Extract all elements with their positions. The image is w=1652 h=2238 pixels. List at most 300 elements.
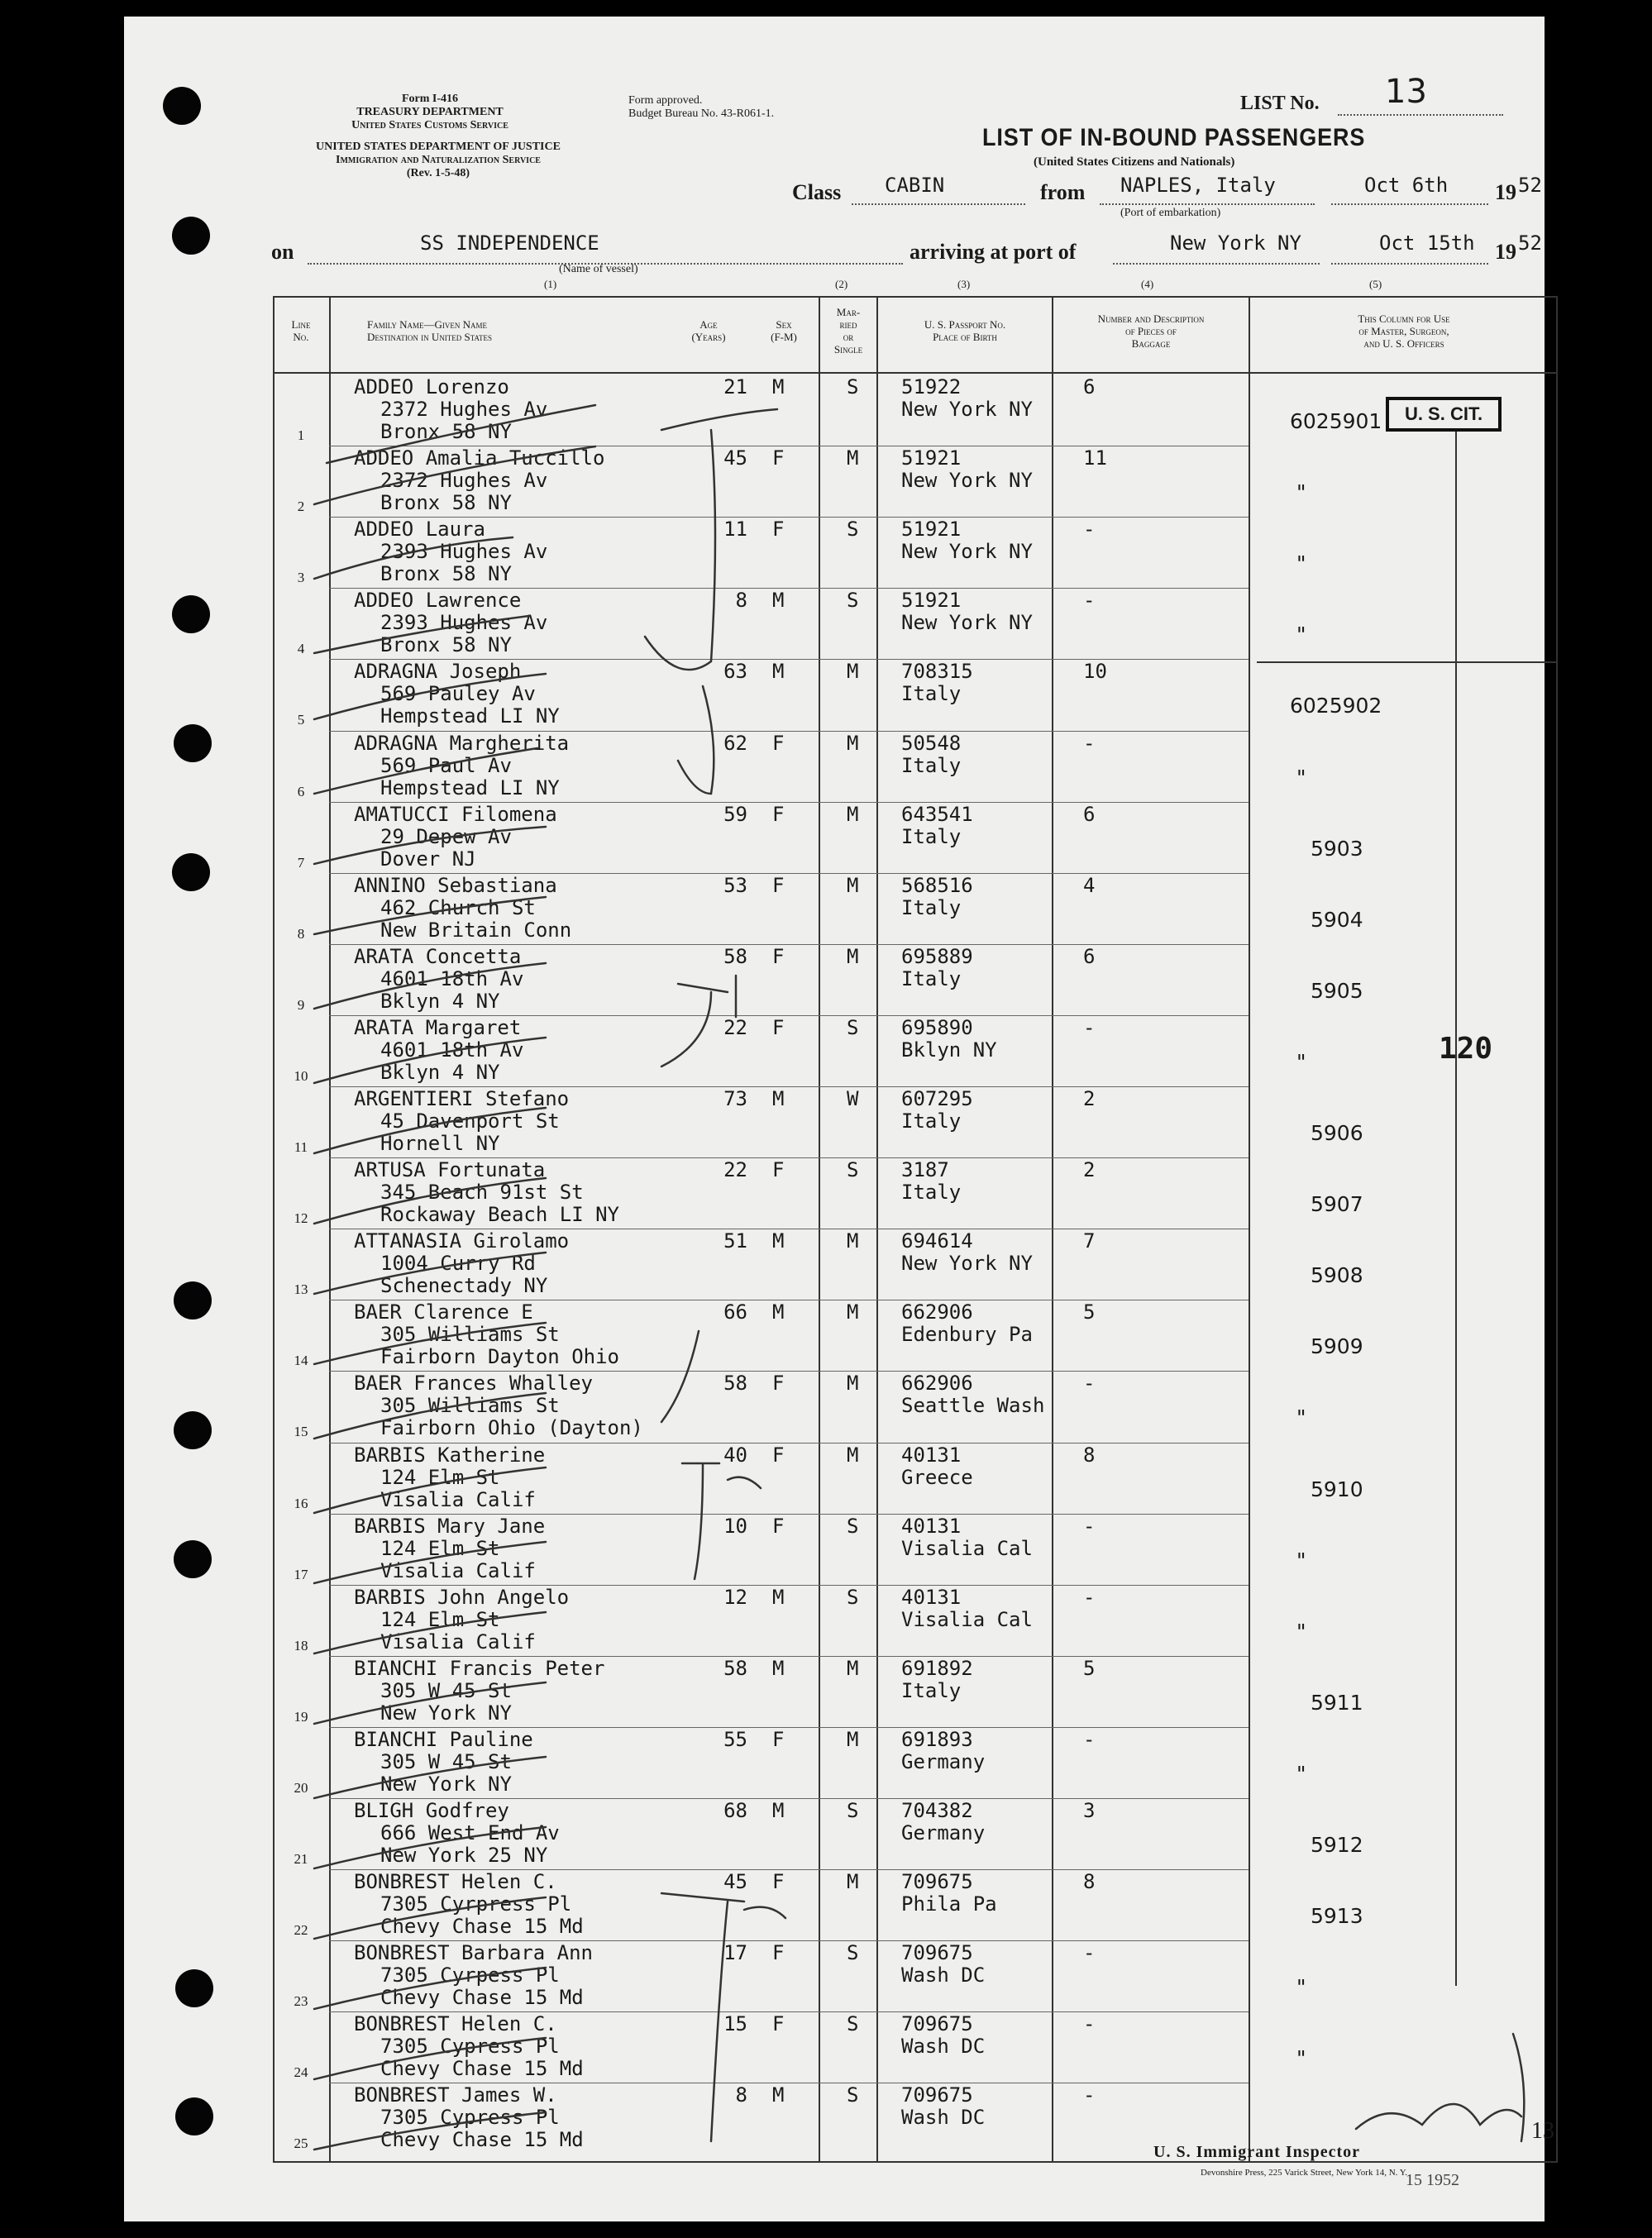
address-street: 666 West End Av (380, 1821, 560, 1844)
age-value: 8 (735, 2083, 747, 2107)
sex-value: F (772, 518, 785, 542)
marital-status: S (847, 518, 859, 542)
age-value: 58 (723, 944, 747, 968)
line-number: 2 (297, 499, 305, 515)
check-mark (314, 1178, 546, 1224)
place-of-birth: New York NY (901, 398, 1033, 421)
passenger-count: 120 (1439, 1032, 1493, 1066)
baggage-count: 2 (1083, 1087, 1096, 1110)
marital-status: S (847, 589, 859, 613)
passport-number: 50548 (901, 731, 962, 755)
place-of-birth: Wash DC (901, 2106, 986, 2130)
marital-status: M (847, 446, 859, 470)
place-of-birth: Italy (901, 682, 962, 706)
age-value: 58 (723, 1372, 747, 1396)
check-mark (661, 976, 736, 1067)
check-mark (314, 2038, 546, 2079)
family-name: ARATA Concetta (354, 944, 522, 968)
address-city: Bklyn 4 NY (380, 1060, 500, 1084)
marital-status: S (847, 375, 859, 398)
check-mark (314, 1542, 546, 1583)
officer-number: 5903 (1311, 836, 1363, 861)
place-of-birth: Edenbury Pa (901, 1323, 1033, 1347)
passport-number: 643541 (901, 802, 973, 826)
sex-value: F (772, 1941, 785, 1965)
line-number: 19 (294, 1708, 308, 1725)
officer-number: " (1296, 1049, 1306, 1074)
line-number: 4 (297, 641, 305, 657)
place-of-birth: New York NY (901, 540, 1033, 564)
age-value: 21 (723, 375, 747, 398)
marital-status: M (847, 1229, 859, 1253)
address-street: 7305 Cypress Pl (380, 2106, 560, 2130)
sex-value: F (772, 446, 785, 470)
line-number: 18 (294, 1637, 308, 1653)
customs-service: United States Customs Service (351, 119, 508, 131)
place-of-birth: Italy (901, 753, 962, 777)
age-value: 73 (723, 1087, 747, 1110)
check-mark (661, 1893, 785, 2141)
arrival-year: 52 (1518, 231, 1542, 255)
sex-value: M (772, 589, 785, 613)
place-of-birth: Germany (901, 1821, 986, 1844)
passport-number: 40131 (901, 1443, 962, 1467)
place-of-birth: Italy (901, 824, 962, 848)
on-label: on (271, 240, 294, 264)
address-city: Rockaway Beach LI NY (380, 1203, 619, 1227)
address-city: Fairborn Ohio (Dayton) (380, 1416, 643, 1440)
baggage-count: 3 (1083, 1799, 1096, 1822)
header-married: Mar- ried or Single (833, 306, 863, 356)
family-name: ARGENTIERI Stefano (354, 1087, 570, 1110)
sex-value: M (772, 1229, 785, 1253)
marital-status: S (847, 1158, 859, 1182)
baggage-count: - (1083, 1372, 1096, 1396)
column-number: (1) (544, 278, 557, 290)
baggage-count: 6 (1083, 944, 1096, 968)
line-number: 5 (297, 712, 305, 728)
line-number: 24 (294, 2064, 308, 2081)
baggage-count: 10 (1083, 660, 1107, 684)
address-street: 124 Elm St (380, 1536, 500, 1560)
baggage-count: 6 (1083, 802, 1096, 826)
line-number: 8 (297, 925, 305, 942)
marital-status: M (847, 660, 859, 684)
address-city: Bronx 58 NY (380, 420, 512, 443)
place-of-birth: New York NY (901, 469, 1033, 493)
line-number: 1 (297, 427, 305, 443)
year-prefix-2: 19 (1495, 240, 1516, 264)
check-mark (314, 616, 529, 653)
line-number: 25 (294, 2135, 308, 2152)
sex-value: M (772, 660, 785, 684)
baggage-count: - (1083, 1727, 1096, 1751)
line-number: 12 (294, 1210, 308, 1227)
year-prefix-1: 19 (1495, 180, 1516, 204)
officer-number: " (1296, 1619, 1306, 1644)
officer-number: 5906 (1311, 1121, 1363, 1145)
age-value: 8 (735, 589, 747, 613)
address-city: Hempstead LI NY (380, 704, 560, 728)
passport-number: 709675 (901, 2083, 973, 2107)
age-value: 10 (723, 1514, 747, 1538)
address-street: 124 Elm St (380, 1465, 500, 1489)
place-of-birth: New York NY (901, 1252, 1033, 1276)
passport-number: 51921 (901, 446, 962, 470)
age-value: 55 (723, 1727, 747, 1751)
age-value: 11 (723, 518, 747, 542)
line-number: 17 (294, 1566, 308, 1582)
place-of-birth: Italy (901, 1181, 962, 1205)
age-value: 12 (723, 1585, 747, 1609)
officer-number: 5904 (1311, 907, 1363, 932)
header-passport: U. S. Passport No. Place of Birth (924, 318, 1006, 343)
budget-bureau: Budget Bureau No. 43-R061-1. (628, 107, 775, 120)
address-city: New York 25 NY (380, 1844, 548, 1867)
place-of-birth: Seattle Wash (901, 1394, 1045, 1418)
family-name: BIANCHI Francis Peter (354, 1656, 605, 1680)
sex-value: M (772, 2083, 785, 2107)
age-value: 68 (723, 1799, 747, 1822)
sex-value: M (772, 1585, 785, 1609)
baggage-count: 8 (1083, 1443, 1096, 1467)
family-name: BONBREST Helen C. (354, 1870, 557, 1894)
marital-status: M (847, 944, 859, 968)
marital-status: M (847, 802, 859, 826)
baggage-count: 11 (1083, 446, 1107, 470)
place-of-birth: Germany (901, 1749, 986, 1773)
baggage-count: - (1083, 731, 1096, 755)
line-number: 11 (294, 1139, 308, 1155)
address-city: Bronx 58 NY (380, 633, 512, 657)
passport-number: 691892 (901, 1656, 973, 1680)
address-street: 305 W 45 St (380, 1749, 512, 1773)
sex-value: F (772, 2012, 785, 2036)
header-line-no: Line No. (291, 318, 311, 343)
address-city: New York NY (380, 1772, 512, 1796)
marital-status: M (847, 1870, 859, 1894)
column-number: (5) (1369, 278, 1382, 290)
sex-value: F (772, 1870, 785, 1894)
check-mark (682, 1463, 761, 1579)
check-mark (314, 537, 513, 579)
form-number: Form I-416 (401, 93, 459, 105)
check-mark (314, 1467, 546, 1513)
check-mark (314, 1253, 546, 1294)
family-name: ATTANASIA Girolamo (354, 1229, 570, 1253)
marital-status: M (847, 731, 859, 755)
family-name: ANNINO Sebastiana (354, 873, 557, 897)
check-mark (314, 1323, 546, 1364)
address-street: 2393 Hughes Av (380, 540, 548, 564)
place-of-birth: New York NY (901, 611, 1033, 635)
passport-number: 40131 (901, 1585, 962, 1609)
officer-number: 5912 (1311, 1833, 1363, 1857)
age-value: 51 (723, 1229, 747, 1253)
officer-number: 6025902 (1290, 694, 1382, 718)
check-mark (314, 1757, 546, 1798)
age-value: 45 (723, 1870, 747, 1894)
passport-number: 708315 (901, 660, 973, 684)
address-street: 4601 18th Av (380, 1038, 524, 1062)
check-mark (314, 1612, 546, 1653)
doj-name: UNITED STATES DEPARTMENT OF JUSTICE (316, 141, 561, 153)
baggage-count: - (1083, 2083, 1096, 2107)
age-value: 58 (723, 1656, 747, 1680)
age-value: 66 (723, 1300, 747, 1324)
address-street: 2372 Hughes Av (380, 469, 548, 493)
check-mark (314, 824, 546, 864)
embark-date: Oct 6th (1364, 174, 1449, 197)
family-name: BIANCHI Pauline (354, 1727, 533, 1751)
check-mark (314, 1108, 546, 1153)
age-value: 22 (723, 1158, 747, 1182)
vessel-name: SS INDEPENDENCE (420, 231, 599, 255)
address-city: Chevy Chase 15 Md (380, 2057, 584, 2081)
family-name: BONBREST Barbara Ann (354, 1941, 593, 1965)
check-mark (314, 1678, 546, 1724)
line-number: 23 (294, 1993, 308, 2010)
us-citizen-stamp: U. S. CIT. (1386, 397, 1502, 432)
place-of-birth: Visalia Cal (901, 1536, 1033, 1560)
officer-number: " (1296, 551, 1306, 576)
officer-number: 5907 (1311, 1192, 1363, 1217)
officer-number: 5905 (1311, 978, 1363, 1003)
address-city: New Britain Conn (380, 918, 572, 942)
address-city: Bklyn 4 NY (380, 989, 500, 1013)
age-value: 17 (723, 1941, 747, 1965)
family-name: BARBIS Mary Jane (354, 1514, 546, 1538)
date-stamp: 15 1952 (1406, 2171, 1459, 2189)
passport-number: 695890 (901, 1015, 973, 1039)
officer-number: " (1296, 623, 1306, 647)
line-number: 7 (297, 854, 305, 871)
ins-name: Immigration and Naturalization Service (336, 154, 541, 166)
check-mark (678, 686, 714, 794)
baggage-count: 7 (1083, 1229, 1096, 1253)
address-street: 1004 Curry Rd (380, 1252, 536, 1276)
page-title: LIST OF IN-BOUND PASSENGERS (982, 124, 1366, 151)
officer-number: 5908 (1311, 1263, 1363, 1288)
address-street: 7305 Cyrpress Pl (380, 1892, 572, 1916)
sex-value: F (772, 1727, 785, 1751)
check-mark (661, 1331, 699, 1422)
officer-number: 5909 (1311, 1334, 1363, 1359)
sex-value: F (772, 1158, 785, 1182)
place-of-birth: Italy (901, 1109, 962, 1133)
from-label: from (1040, 180, 1086, 204)
family-name: BARBIS John Angelo (354, 1585, 570, 1609)
family-name: BAER Clarence E (354, 1300, 533, 1324)
family-name: BONBREST Helen C. (354, 2012, 557, 2036)
marital-status: S (847, 1514, 859, 1538)
address-city: Schenectady NY (380, 1274, 548, 1298)
place-of-birth: Bklyn NY (901, 1038, 997, 1062)
passport-number: 709675 (901, 1870, 973, 1894)
marital-status: S (847, 2083, 859, 2107)
officer-number: 6025901 (1290, 409, 1382, 433)
sex-value: F (772, 731, 785, 755)
passport-number: 691893 (901, 1727, 973, 1751)
line-number: 15 (294, 1424, 308, 1440)
line-number: 9 (297, 996, 305, 1013)
address-street: 305 Williams St (380, 1323, 560, 1347)
family-name: ADDEO Lawrence (354, 589, 522, 613)
address-city: Hempstead LI NY (380, 775, 560, 799)
age-value: 59 (723, 802, 747, 826)
address-street: 124 Elm St (380, 1607, 500, 1631)
marital-status: S (847, 1941, 859, 1965)
header-sex: Sex (F-M) (771, 318, 797, 343)
address-city: Fairborn Dayton Ohio (380, 1345, 619, 1369)
family-name: ARTUSA Fortunata (354, 1158, 546, 1182)
officer-number: " (1296, 1761, 1306, 1786)
header-name: Family Name—Given Name Destination in United States (367, 318, 493, 343)
age-value: 15 (723, 2012, 747, 2036)
age-value: 63 (723, 660, 747, 684)
sex-value: M (772, 375, 785, 398)
printer-imprint: Devonshire Press, 225 Varick Street, New York 14, N. Y. (1201, 2168, 1408, 2178)
passport-number: 695889 (901, 944, 973, 968)
age-value: 53 (723, 873, 747, 897)
passport-number: 704382 (901, 1799, 973, 1822)
baggage-count: - (1083, 1514, 1096, 1538)
line-number: 3 (297, 570, 305, 586)
baggage-count: 4 (1083, 873, 1096, 897)
address-street: 7305 Cypress Pl (380, 2035, 560, 2059)
officer-number: " (1296, 1975, 1306, 2000)
address-street: 305 W 45 St (380, 1678, 512, 1702)
officer-number: " (1296, 480, 1306, 505)
family-name: AMATUCCI Filomena (354, 802, 557, 826)
address-city: New York NY (380, 1701, 512, 1725)
sex-value: F (772, 944, 785, 968)
age-value: 62 (723, 731, 747, 755)
family-name: ADDEO Lorenzo (354, 375, 509, 398)
family-name: BAER Frances Whalley (354, 1372, 593, 1396)
family-name: BLIGH Godfrey (354, 1799, 509, 1822)
header-baggage: Number and Description of Pieces of Baggage (1097, 313, 1205, 350)
address-city: Bronx 58 NY (380, 562, 512, 586)
marital-status: M (847, 1727, 859, 1751)
address-city: Visalia Calif (380, 1630, 536, 1653)
passport-number: 3187 (901, 1158, 949, 1182)
family-name: ADRAGNA Joseph (354, 660, 522, 684)
age-value: 45 (723, 446, 747, 470)
place-of-birth: Visalia Cal (901, 1607, 1033, 1631)
arrival-date: Oct 15th (1379, 231, 1475, 255)
list-number-value: 13 (1385, 73, 1427, 111)
passport-number: 709675 (901, 2012, 973, 2036)
sex-value: F (772, 1514, 785, 1538)
sex-value: M (772, 1087, 785, 1110)
address-street: 2372 Hughes Av (380, 398, 548, 421)
port-of-arrival: New York NY (1170, 231, 1301, 255)
baggage-count: 2 (1083, 1158, 1096, 1182)
address-street: 2393 Hughes Av (380, 611, 548, 635)
arriving-label: arriving at port of (910, 240, 1077, 264)
address-city: Dover NJ (380, 847, 476, 871)
line-number: 20 (294, 1779, 308, 1796)
address-street: 345 Beach 91st St (380, 1181, 584, 1205)
address-city: Chevy Chase 15 Md (380, 2128, 584, 2152)
sex-value: F (772, 1015, 785, 1039)
family-name: BARBIS Katherine (354, 1443, 546, 1467)
check-mark (314, 1393, 546, 1439)
baggage-count: - (1083, 1585, 1096, 1609)
list-number-label: LIST No. (1240, 93, 1320, 114)
marital-status: M (847, 1656, 859, 1680)
officer-number: " (1296, 765, 1306, 790)
page-subtitle: (United States Citizens and Nationals) (1034, 155, 1235, 169)
marital-status: W (847, 1087, 859, 1110)
address-street: 462 Church St (380, 895, 536, 919)
passport-number: 40131 (901, 1514, 962, 1538)
sex-value: M (772, 1300, 785, 1324)
baggage-count: - (1083, 1941, 1096, 1965)
embark-year: 52 (1518, 174, 1542, 197)
passport-number: 607295 (901, 1087, 973, 1110)
baggage-count: 5 (1083, 1300, 1096, 1324)
officer-number: 5911 (1311, 1690, 1363, 1715)
officer-number: 5913 (1311, 1904, 1363, 1929)
address-street: 45 Davenport St (380, 1109, 560, 1133)
address-street: 569 Pauley Av (380, 682, 536, 706)
sex-value: F (772, 802, 785, 826)
officer-number: " (1296, 1548, 1306, 1572)
family-name: ADDEO Laura (354, 518, 485, 542)
place-of-birth: Italy (901, 895, 962, 919)
revision: (Rev. 1-5-48) (406, 167, 470, 179)
check-mark (314, 674, 546, 719)
baggage-count: - (1083, 2012, 1096, 2036)
check-mark (314, 963, 546, 1009)
sex-value: M (772, 1656, 785, 1680)
corner-mark: 13 (1531, 2118, 1554, 2144)
baggage-count: 6 (1083, 375, 1096, 398)
age-value: 22 (723, 1015, 747, 1039)
place-of-birth: Phila Pa (901, 1892, 997, 1916)
place-of-birth: Wash DC (901, 1964, 986, 1987)
column-number: (3) (957, 278, 971, 290)
passport-number: 51921 (901, 589, 962, 613)
officer-number: " (1296, 1405, 1306, 1430)
form-approved: Form approved. (628, 94, 703, 107)
address-city: Visalia Calif (380, 1558, 536, 1582)
sex-value: F (772, 873, 785, 897)
inspector-signature-line: U. S. Immigrant Inspector (1153, 2143, 1360, 2161)
check-mark (314, 897, 546, 934)
passport-number: 662906 (901, 1372, 973, 1396)
marital-status: S (847, 1799, 859, 1822)
line-number: 16 (294, 1495, 308, 1511)
line-number: 6 (297, 783, 305, 799)
vessel-caption: (Name of vessel) (559, 263, 638, 275)
address-city: Chevy Chase 15 Md (380, 1986, 584, 2010)
column-number: (2) (835, 278, 848, 290)
check-mark (314, 2112, 546, 2150)
passport-number: 51921 (901, 518, 962, 542)
marital-status: M (847, 1443, 859, 1467)
line-number: 14 (294, 1353, 308, 1369)
address-city: Bronx 58 NY (380, 491, 512, 515)
line-number: 21 (294, 1851, 308, 1867)
check-mark (314, 1968, 546, 2009)
line-number: 22 (294, 1922, 308, 1939)
marital-status: M (847, 1300, 859, 1324)
family-name: BONBREST James W. (354, 2083, 557, 2107)
sex-value: M (772, 1799, 785, 1822)
